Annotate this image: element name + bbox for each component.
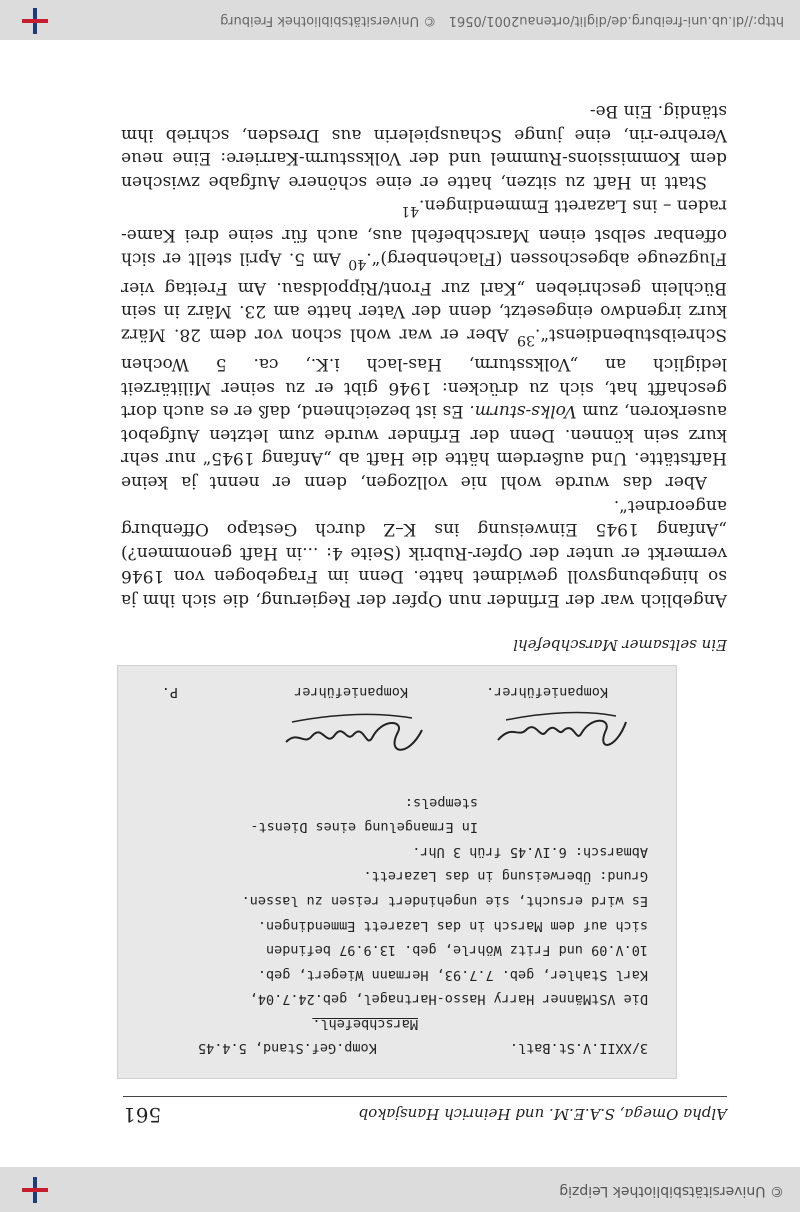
doc-place-date: Komp.Gef.Stand, 5.4.45 bbox=[198, 1040, 377, 1056]
book-page bbox=[0, 38, 800, 1168]
page-number: 561 bbox=[123, 1103, 162, 1127]
paragraph-2: Aber das wurde wohl nie vollzogen, denn er nennt ja keine Haftstätte. Und außerdem hätte die Haft ab „Anfang 1945“ nur sehr kurz sein können. Denn der Erfinder wurde zum letzten Aufgebot auserkoren, zum Volks-sturm. Es ist bezeichnend, daß er es auch dort geschafft hat, sich zu drücken: 1946 gibt er zu seiner Militärzeit lediglich an „Volkssturm, Has-lach i.K., ca. 5 Wochen Schreibstubendienst“.$^{39}$ Aber er war wohl schon vor dem 28. März kurz irgendwo eingesetzt, denn der Vater hatte am 23. März in sein Büchlein geschrieben „Karl zur Front/Rippoldsau. Am Freitag vier Flugzeuge abgeschossen (Flachenberg)“.$^{40}$ Am 5. April stellt er sich offenbar selbst einen Marschbefehl aus, auch für seine drei Kame-raden – ins Lazarett Emmendingen.$^{41}$ bbox=[121, 195, 727, 493]
signature-area bbox=[138, 676, 648, 756]
doc-line: Die VStMänner Harry Hasso-Hartnagel, geb.24.7.04, bbox=[249, 991, 648, 1008]
footnote-ref: 40 bbox=[348, 256, 367, 273]
doc-line: Karl Stahler, geb. 7.7.93, Hermann Wiegert, geb. bbox=[257, 966, 648, 983]
source-url: http://dl.ub.uni-freiburg.de/diglit/ortenau2001/0561 © Universitätsbibliothek Freiburg bbox=[220, 13, 784, 28]
running-head-title: Alpha Omega, S.A.E.M. und Heinrich Hansjakob bbox=[358, 1105, 727, 1123]
marschbefehl-scan bbox=[117, 665, 677, 1079]
figure-caption: Ein seltsamer Marschbefehl bbox=[513, 636, 727, 654]
running-head bbox=[123, 1096, 727, 1129]
typed-document bbox=[138, 790, 648, 1060]
bottom-banner bbox=[0, 0, 800, 40]
doc-line: Es wird ersucht, sie ungehindert reisen zu lassen. bbox=[241, 893, 648, 910]
library-credit-top: © Universitätsbibliothek Leipzig bbox=[559, 1183, 784, 1199]
initial: P. bbox=[161, 684, 178, 700]
doc-line: In Ermangelung eines Dienst- bbox=[250, 819, 478, 836]
doc-line: 10.V.09 und Fritz Wöhrle, geb. 13.9.97 befinden bbox=[265, 942, 648, 959]
footnote-ref: 41 bbox=[401, 203, 420, 220]
doc-line: Abmarsch: 6.IV.45 früh 3 Uhr. bbox=[412, 843, 648, 860]
library-logo-icon bbox=[22, 1177, 48, 1203]
doc-header bbox=[138, 1036, 648, 1060]
doc-title: Marschbefehl. bbox=[312, 1016, 418, 1032]
signature-left bbox=[486, 704, 636, 760]
doc-line: sich auf dem Marsch in das Lazarett Emmendingen. bbox=[257, 917, 648, 934]
top-banner bbox=[0, 1167, 800, 1212]
italic-volkssturm: Volks-sturm. bbox=[469, 401, 577, 422]
paragraph-1: Angeblich war der Erfinder nun Opfer der Regierung, die sich ihm ja so hingebungsvoll gewidmet hatte. Denn im Fragebogen von 1946 vermerkt er unter der Opfer-Rubrik (Seite 4: ...in Haft genommen?) „Anfang 1945 Einweisung ins K–Z durch Gestapo Offenburg angeordnet“. bbox=[121, 495, 727, 610]
signature-right bbox=[280, 708, 430, 764]
footnote-ref: 39 bbox=[516, 332, 535, 349]
signature-left-caption: Kompanieführer. bbox=[486, 684, 608, 700]
doc-unit: 3/XXII.V.St.Batl. bbox=[509, 1040, 648, 1056]
body-text bbox=[121, 99, 727, 611]
signature-right-caption: Kompanieführer bbox=[294, 684, 408, 700]
doc-line: Grund: Überweisung in das Lazarett. bbox=[363, 868, 648, 885]
paragraph-3: Statt in Haft zu sitzen, hatte er eine schönere Aufgabe zwischen dem Kommissions-Rummel und der Volkssturm-Karriere: Eine neue Verehre-rin, eine junge Schauspielerin aus Dresden, schrieb ihm ständig. Ein Be- bbox=[121, 101, 727, 192]
library-logo-icon bbox=[22, 8, 48, 34]
doc-line: stempels: bbox=[404, 794, 478, 811]
